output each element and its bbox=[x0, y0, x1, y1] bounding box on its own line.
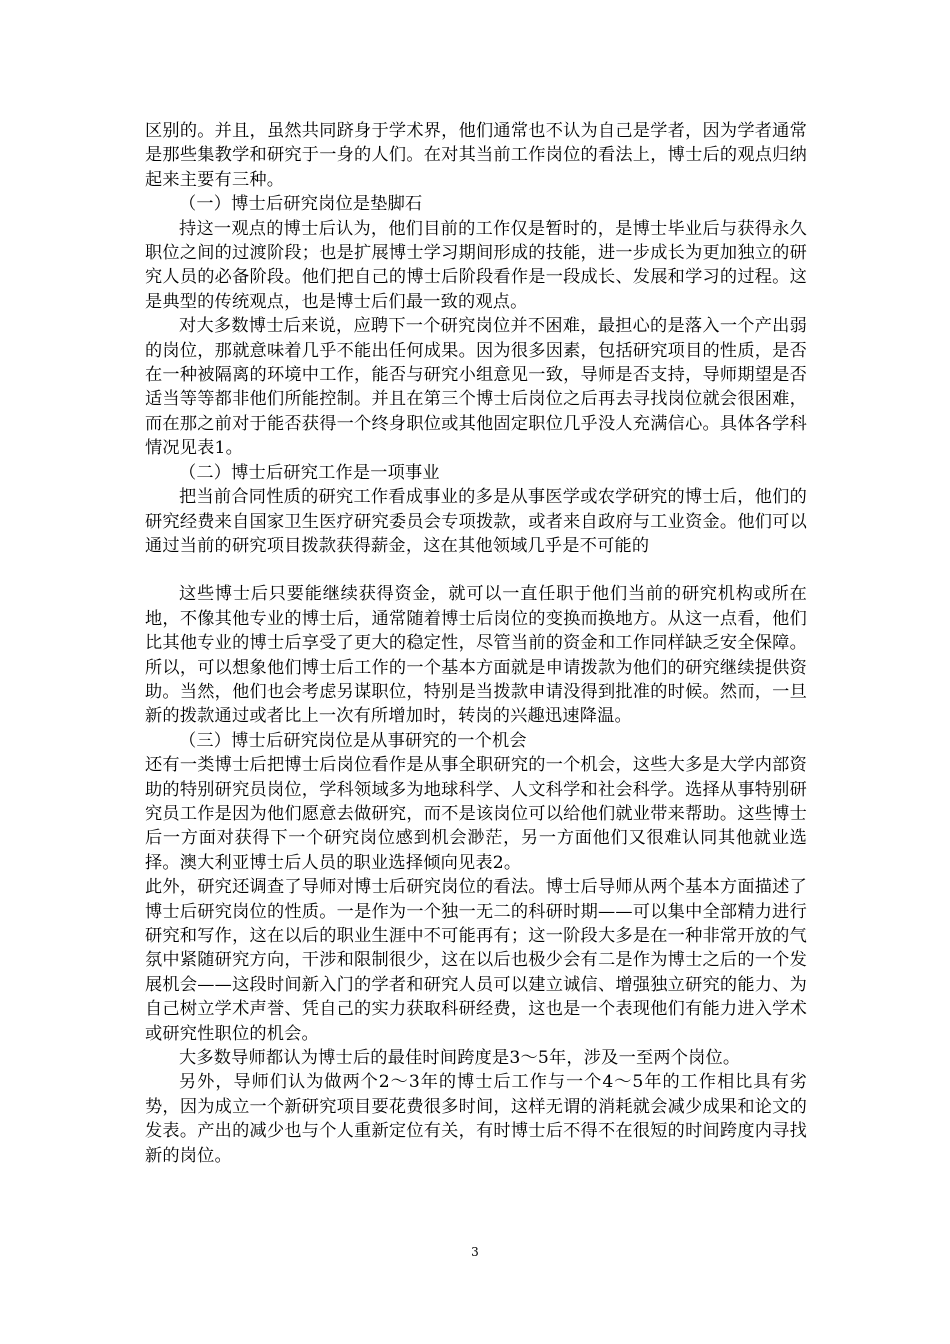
page-number: 3 bbox=[471, 1245, 479, 1259]
section-heading-2: （二）博士后研究工作是一项事业 bbox=[179, 462, 440, 483]
paragraph-disadvantage: 另外，导师们认为做两个2～3年的博士后工作与一个4～5年的工作相比具有劣势，因为成立一个新研究项目要花费很多时间，这样无谓的消耗就会减少成果和论文的发表。产出的减少也与个人重新定位有关，有时博士后不得不在很短的时间跨度内寻找新的岗位。 bbox=[145, 1072, 807, 1166]
paragraph-next-position: 对大多数博士后来说，应聘下一个研究岗位并不困难，最担心的是落入一个产出弱的岗位，那就意味着几乎不能出任何成果。因为很多因素，包括研究项目的性质，是否在一种被隔离的环境中工作，能否与研究小组意见一致，导师是否支持，导师期望是否适当等等都非他们所能控制。并且在第三个博士后岗位之后再去寻找岗位就会很困难，而在那之前对于能否获得一个终身职位或其他固定职位几乎没人充满信心。具体各学科情况见表1。 bbox=[145, 316, 807, 459]
paragraph-stepping-stone: 持这一观点的博士后认为，他们目前的工作仅是暂时的，是博士毕业后与获得永久职位之间的过渡阶段；也是扩展博士学习期间形成的技能，进一步成长为更加独立的研究人员的必备阶段。他们把自己的博士后阶段看作是一段成长、发展和学习的过程。这是典型的传统观点，也是博士后们最一致的观点。 bbox=[145, 218, 807, 312]
paragraph-supervisors: 此外，研究还调查了导师对博士后研究岗位的看法。博士后导师从两个基本方面描述了博士后研究岗位的性质。一是作为一个独一无二的科研时期——可以集中全部精力进行研究和写作，这在以后的职业生涯中不可能再有；这一阶段大多是在一种非常开放的气氛中紧随研究方向，干涉和限制很少，这在以后也极少会有二是作为博士之后的一个发展机会——这段时间新入门的学者和研究人员可以建立诚信、增强独立研究的能力、为自己树立学术声誉、凭自己的实力获取科研经费，这也是一个表现他们有能力进入学术或研究性职位的机会。 bbox=[145, 877, 807, 1044]
body-text bbox=[145, 119, 807, 1168]
paragraph-time-span: 大多数导师都认为博士后的最佳时间跨度是3～5年，涉及一至两个岗位。 bbox=[179, 1048, 741, 1069]
paragraph-funding: 这些博士后只要能继续获得资金，就可以一直任职于他们当前的研究机构或所在地，不像其他专业的博士后，通常随着博士后岗位的变换而换地方。从这一点看，他们比其他专业的博士后享受了更大的稳定性，尽管当前的资金和工作同样缺乏安全保障。所以，可以想象他们博士后工作的一个基本方面就是申请拨款为他们的研究继续提供资助。当然，他们也会考虑另谋职位，特别是当拨款申请没得到批准的时候。然而，一旦新的拨款通过或者比上一次有所增加时，转岗的兴趣迅速降温。 bbox=[145, 584, 807, 727]
section-heading-3: （三）博士后研究岗位是从事研究的一个机会 bbox=[179, 730, 527, 751]
paragraph-intro: 区别的。并且，虽然共同跻身于学术界，他们通常也不认为自己是学者，因为学者通常是那些集教学和研究于一身的人们。在对其当前工作岗位的看法上，博士后的观点归纳起来主要有三种。 bbox=[145, 121, 807, 190]
paragraph-opportunity: 还有一类博士后把博士后岗位看作是从事全职研究的一个机会，这些大多是大学内部资助的特别研究员岗位，学科领域多为地球科学、人文科学和社会科学。选择从事特别研究员工作是因为他们愿意去做研究，而不是该岗位可以给他们就业带来帮助。这些博士后一方面对获得下一个研究岗位感到机会渺茫，另一方面他们又很难认同其他就业选择。澳大利亚博士后人员的职业选择倾向见表2。 bbox=[145, 755, 807, 873]
section-heading-1: （一）博士后研究岗位是垫脚石 bbox=[179, 194, 423, 215]
paragraph-career: 把当前合同性质的研究工作看成事业的多是从事医学或农学研究的博士后，他们的研究经费来自国家卫生医疗研究委员会专项拨款，或者来自政府与工业资金。他们可以通过当前的研究项目拨款获得薪金，这在其他领域几乎是不可能的 bbox=[145, 487, 807, 556]
paragraph-gap bbox=[145, 558, 807, 582]
